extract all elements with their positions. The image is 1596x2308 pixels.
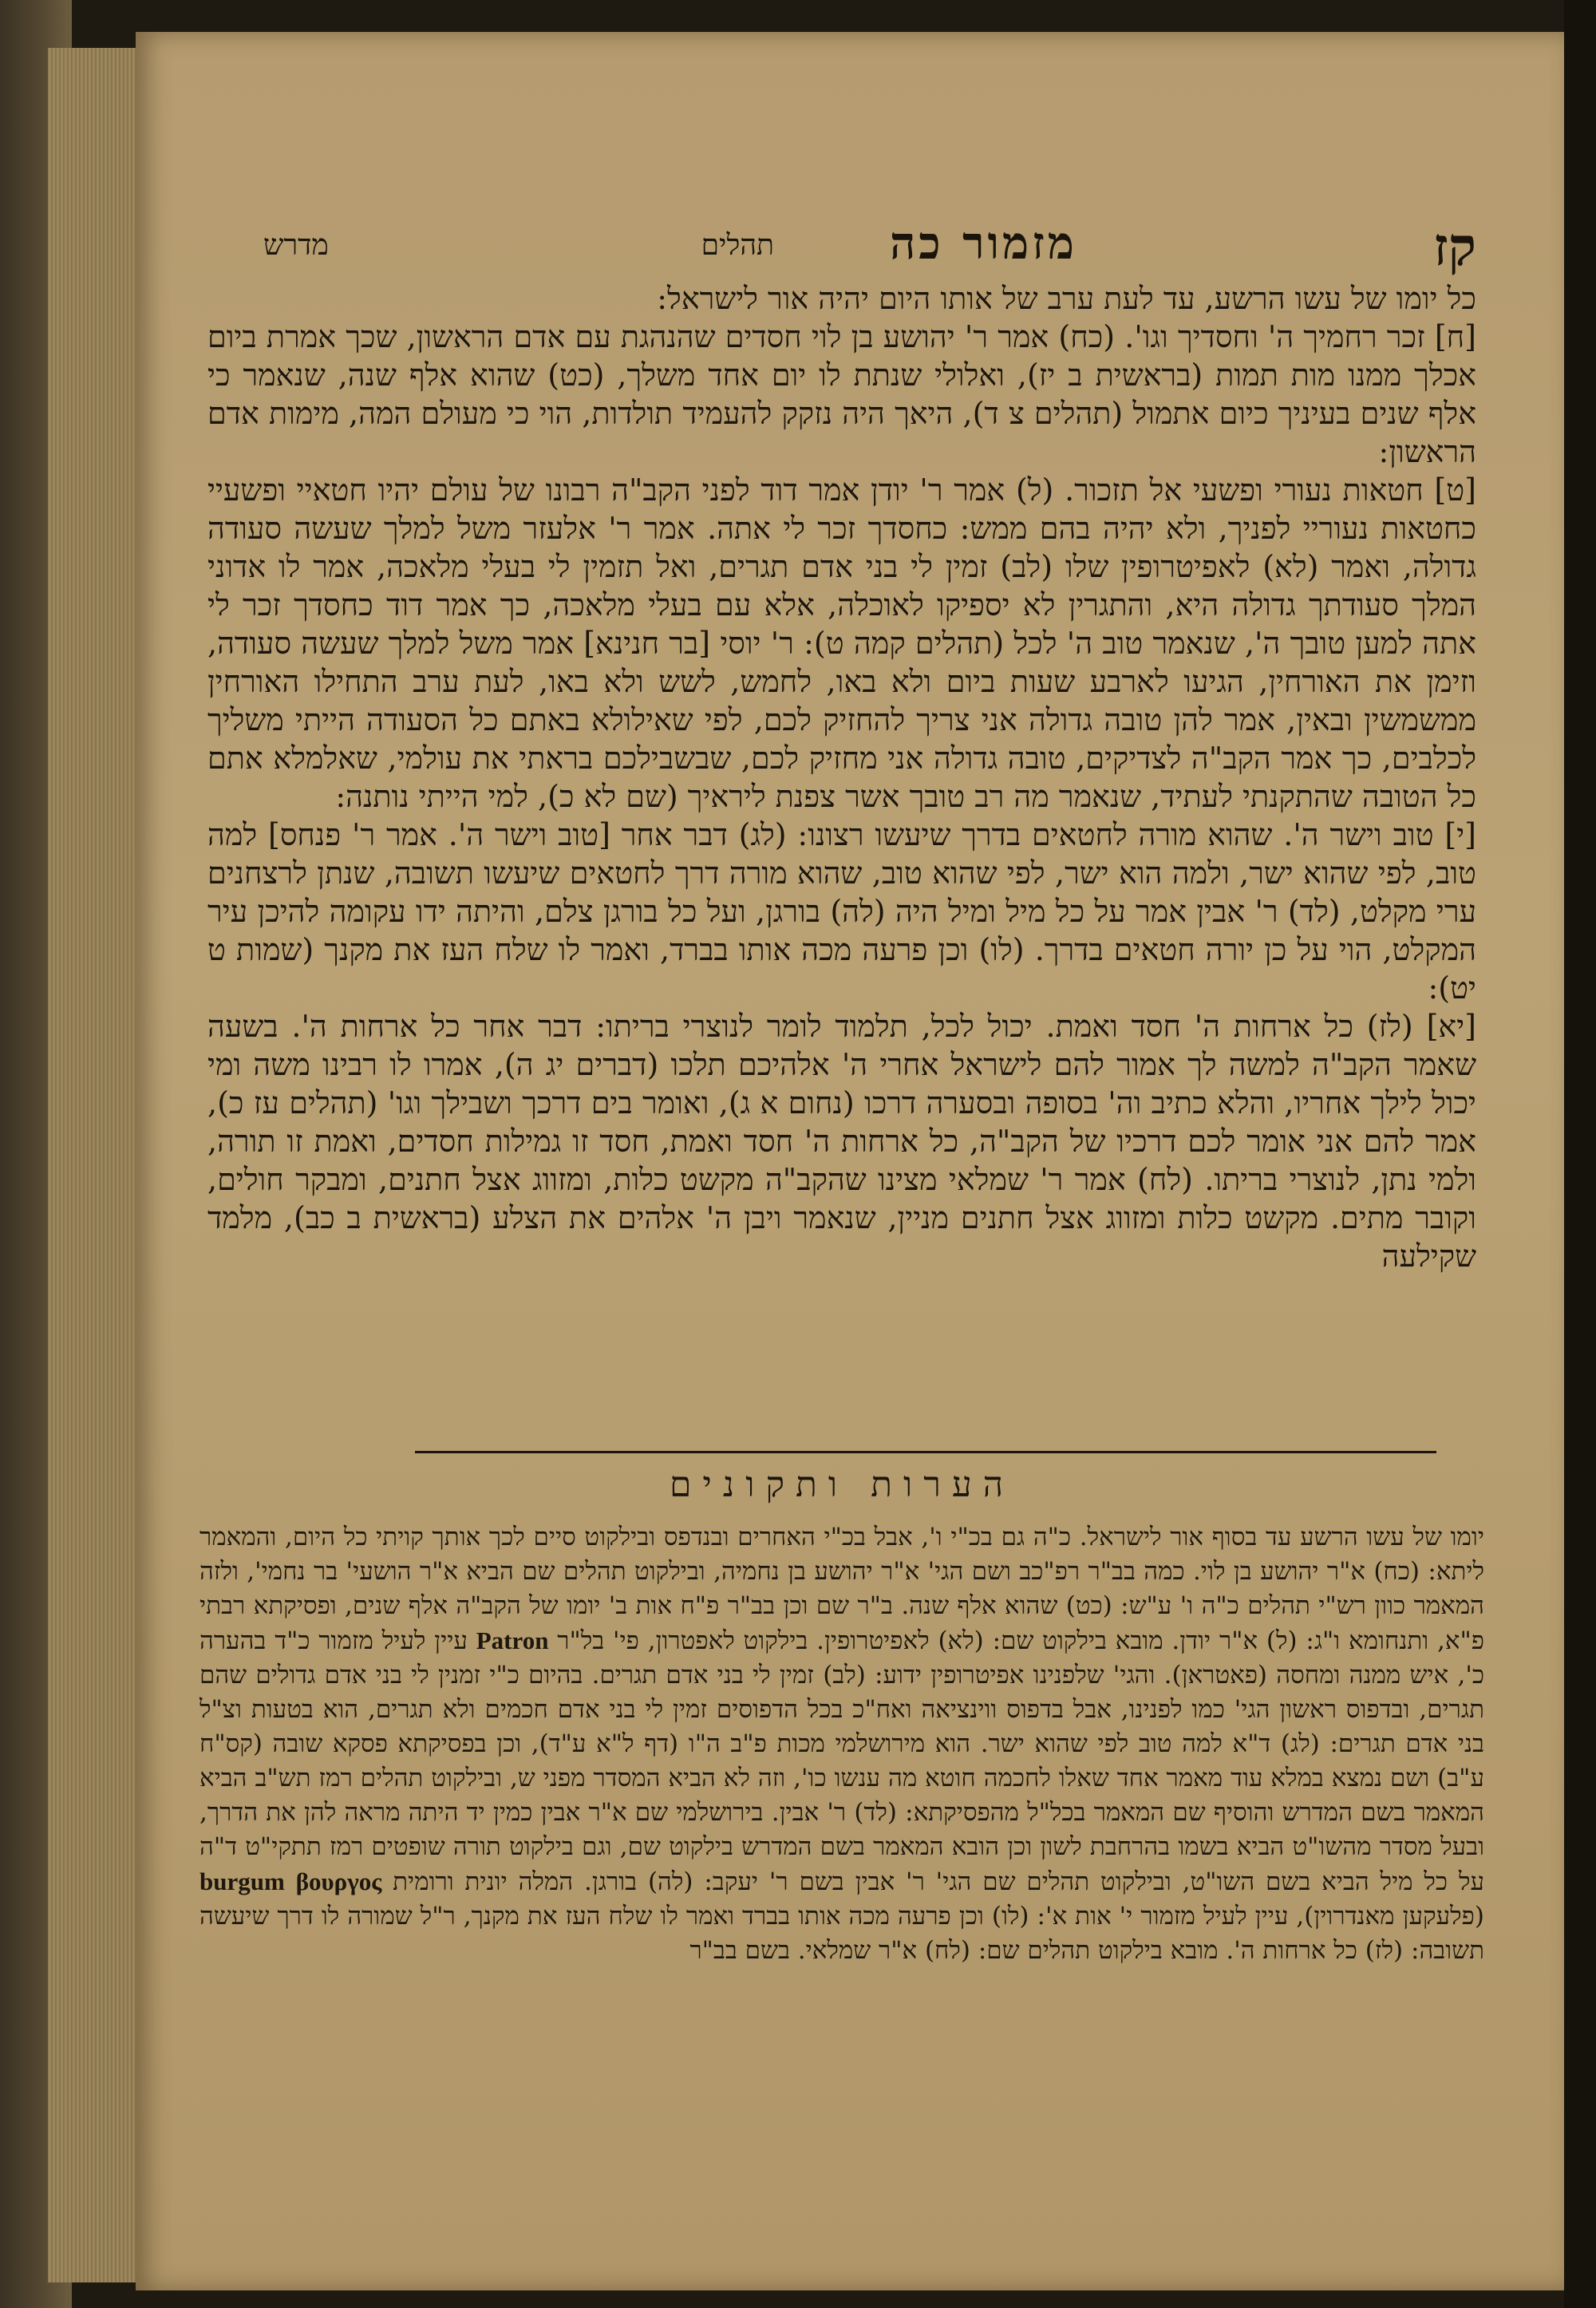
- running-header: [231, 209, 1476, 281]
- note-text: עיין לעיל מזמור כ"ד בהערה כ', איש ממנה ומחסה (פאטראן). והגי' שלפנינו אפיטרופין ידוע: (לב) זמין לי בני אדם תגרים. בהיום כ"י זמנין לי בני אדם גדולים שהם תגרים, ובדפוס ראשון הגי' כמו לפנינו, אבל בדפוס ווינציאה ואח"כ בכל הדפוסים זמין לי בני אדם חכמים ולא תגרים, הוא בטעות וצ"ל בני אדם תגרים: (לג) ד"א למה טוב לפי שהוא ישר. הוא מירושלמי מכות פ"ב ה"ו (דף ל"א ע"ד), וכן בפסיקתא פסקא שובה (קס"ח ע"ב) ושם נמצא במלא עוד מאמר אחד שאלו לחכמה חוטא מה ענשו כו', וזה לא הביא המסדר מפני ש, ובילקוט תהלים רמז תש"ב הביא המאמר בשם המדרש והוסיף שם המאמר בכל"ל מהפסיקתא: (לד) ר' אבין. בירושלמי שם א"ר אבין כמין יד היתה מראה להן את הדרך, ובעל מסדר מהשו"ט הביא בשמו בהרחבת לשון וכן הובא המאמר בשם המדרש בילקוט שם, וגם בילקוט תורה שופטים רמז תתקי"ט ד"ה על כל מיל הביא בשם השו"ט, ובילקוט תהלים שם הגי' ר' אבין בשם ר' יעקב: (לה) בורגן. המלה יונית ורומית: [200, 1626, 1484, 1896]
- note-text: (פלעקען מאנדרוין), עיין לעיל מזמור י' אות א': (לו) וכן פרעה מכה אותו בברד ואמר לו שלח העז את מקנך, ר"ל שמורה לו דרך שיעשה תשובה: (לז) כל ארחות ה'. מובא בילקוט תהלים שם: (לח) א"ר שמלאי. בשם בב"ר: [200, 1902, 1484, 1965]
- note-greek-term: βουργος: [295, 1867, 382, 1895]
- psalm-title: מזמור כה: [890, 217, 1077, 270]
- main-paragraph: כל יומו של עשו הרשע, עד לעת ערב של אותו היום יהיה אור לישראל:: [657, 281, 1476, 316]
- main-paragraph: [ח] זכר רחמיך ה' וחסדיך וגו'. (כח) אמר ר' יהושע בן לוי חסדים שהנהגת עם אדם הראשון, שכך אמרת ביום אכלך ממנו מות תמות (בראשית ב יז), ואלולי שנתת לו יום אחד משלך, (כט) שהוא אלף שנה, שנאמר כי אלף שנים בעיניך כיום אתמול (תהלים צ ד), היאך היה נזקק להעמיד תולדות, הוי כי מעולם המה, מימות אדם הראשון:: [207, 319, 1476, 469]
- note-text: יומו של עשו הרשע עד בסוף אור לישראל. כ"ה גם בכ"י ו', אבל בכ"י האחרים ובנדפס ובילקוט סיים לכך אותך קויתי כל היום, והמאמר ליתא: (כח) א"ר יהושע בן לוי. כמה בב"ר רפ"כב ושם הגי' א"ר יהושע בן נחמיה, ובילקוט תהלים שם הביא א"ר הושעי' בר נחמי', ולזה המאמר כוון רש"י תהלים כ"ה ו' ע"ש: (כט) שהוא אלף שנה. ב"ר שם וכן בב"ר פ"ח אות ב' יומו של הקב"ה אלף שנים, ופסיקתא רבתי פ"א, ותנחומא ו"ג: (ל) א"ר יודן. מובא בילקוט שם: (לא) לאפיטרופין. בילקוט לאפטרון, פי' בל"ר: [200, 1523, 1485, 1655]
- main-paragraph: [י] טוב וישר ה'. שהוא מורה לחטאים בדרך שיעשו רצונו: (לג) דבר אחר [טוב וישר ה'. אמר ר' פנחס] למה טוב, לפי שהוא ישר, ולמה הוא ישר, לפי שהוא טוב, שהוא מורה דרך לחטאים שיעשו תשובה, שנתן לרצחנים ערי מקלט, (לד) ר' אבין אמר על כל מיל ומיל היה (לה) בורגן, ועל כל בורגן צלם, והיתה ידו עקומה להיכן עיר המקלט, הוי על כן יורה חטאים בדרך. (לו) וכן פרעה מכה אותו בברד, ואמר לו שלח העז את מקנך (שמות ט יט):: [207, 817, 1476, 1006]
- section-divider: [415, 1451, 1436, 1453]
- note-latin-term: Patron: [476, 1626, 549, 1654]
- notes-heading: הערות ותקונים: [669, 1464, 1015, 1505]
- page-number: קז: [1433, 215, 1476, 278]
- book-binding-edge: [1564, 0, 1596, 2308]
- work-title: מדרש: [263, 229, 329, 262]
- book-title: תהלים: [701, 229, 774, 262]
- main-paragraph: [ט] חטאות נעורי ופשעי אל תזכור. (ל) אמר ר' יודן אמר דוד לפני הקב"ה רבונו של עולם יהיו חטאיי ופשעיי כחטאות נעוריי לפניך, ולא יהיה בהם ממש: כחסדך זכר לי אתה. אמר ר' אלעזר משל למלך שעשה סעודה גדולה, ואמר (לא) לאפיטרופין שלו (לב) זמין לי בני אדם תגרים, ואל תזמין לי בעלי מלאכה, אמר לו אדוני המלך סעודתך גדולה היא, והתגרין לא יספיקו לאוכלה, אלא עם בעלי מלאכה, כך אמר דוד כחסדך זכר לי אתה למען טובך ה', שנאמר טוב ה' לכל (תהלים קמה ט): ר' יוסי [בר חנינא] אמר משל למלך שעשה סעודה, וזימן את האורחין, הגיעו לארבע שעות ביום ולא באו, לחמש, לשש ולא באו, לעת ערב התחילו האורחין ממשמשין ובאין, אמר להן טובה גדולה אני צריך להחזיק לכם, לפי שאילולא באתם כל הסעודה הייתי משליך לכלבים, כך אמר הקב"ה לצדיקים, טובה גדולה אני מחזיק לכם, שבשבילכם בראתי את עולמי, שאלמלא אתם כל הטובה שהתקנתי לעתיד, שנאמר מה רב טובך אשר צפנת ליראיך (שם לא כ), למי הייתי נותנה:: [207, 472, 1476, 814]
- main-paragraph: [יא] (לז) כל ארחות ה' חסד ואמת. יכול לכל, תלמוד לומר לנוצרי בריתו: דבר אחר כל ארחות ה'. בשעה שאמר הקב"ה למשה לך אמור להם לישראל אחרי ה' אלהיכם תלכו (דברים יג ה), אמרו לו רבינו משה ומי יכול לילך אחריו, והלא כתיב וה' בסופה ובסערה דרכו (נחום א ג), ואומר בים דרכך ושבילך וגו' (תהלים עז כ), אמר להם אני אומר לכם דרכיו של הקב"ה, כל ארחות ה' חסד ואמת, חסד זו גמילות חסדים, ואמת זו תורה, ולמי נתן, לנוצרי בריתו. (לח) אמר ר' שמלאי מצינו שהקב"ה מקשט כלות, ומזווג אצל חתנים, ומבקר חולים, וקובר מתים. מקשט כלות ומזווג אצל חתנים מניין, שנאמר ויבן ה' אלהים את הצלע (בראשית ב כב), מלמד שקילעה: [207, 1009, 1476, 1274]
- note-latin-term: burgum: [200, 1867, 285, 1895]
- main-midrash-text: [207, 279, 1476, 1437]
- notes-body: [200, 1520, 1484, 2223]
